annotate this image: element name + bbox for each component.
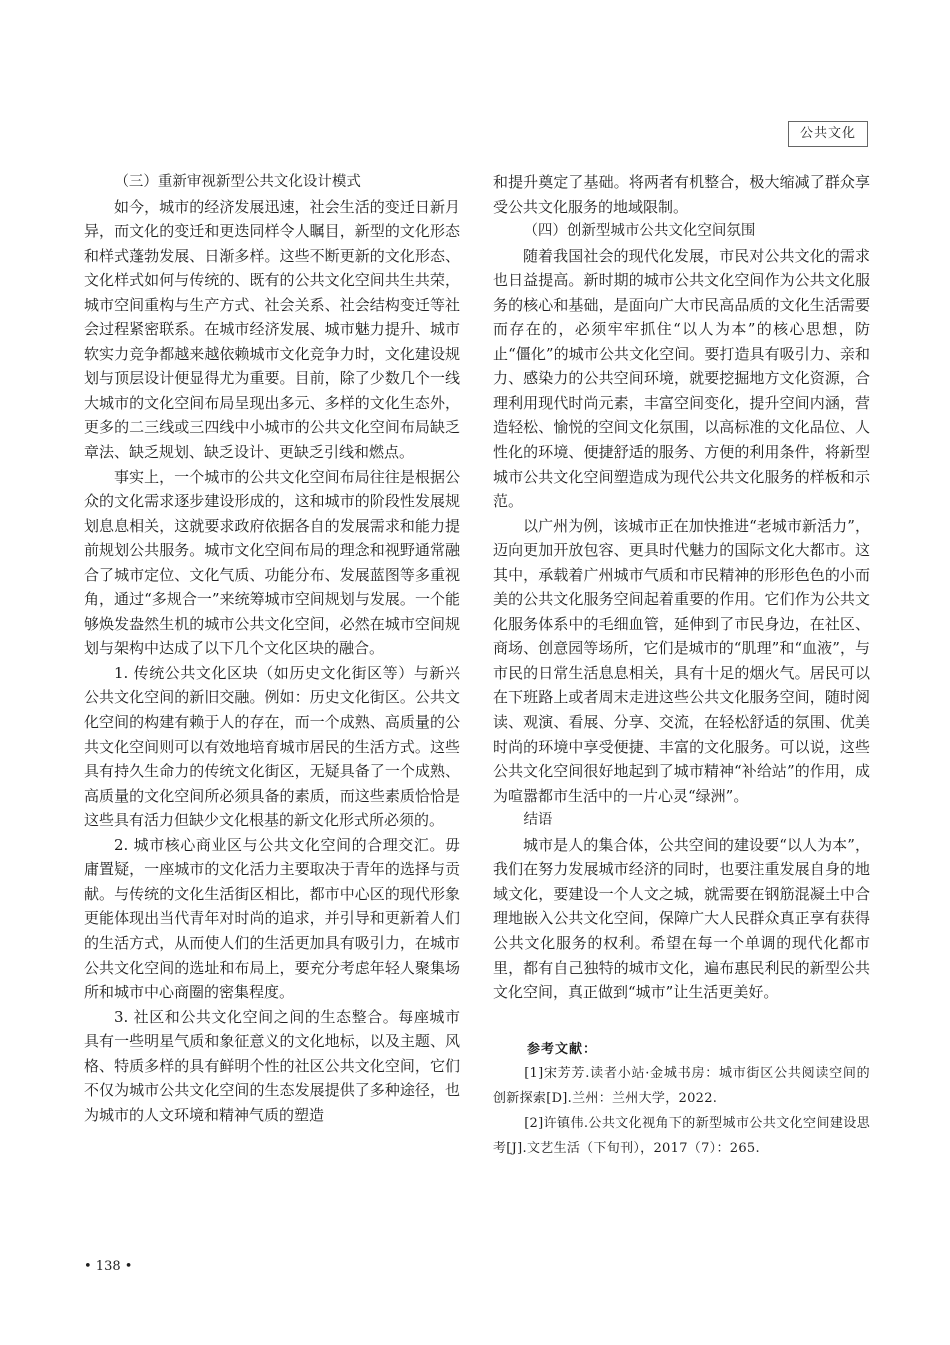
section-heading-4: （四）创新型城市公共文化空间氛围: [523, 223, 756, 240]
references-title: 参考文献：: [527, 1041, 598, 1057]
body-paragraph-continuation: 和提升奠定了基础。将两者有机整合，极大缩减了群众享受公共文化服务的地域限制。: [493, 173, 870, 216]
section-tag: 公共文化: [788, 121, 868, 147]
body-paragraph: 事实上，一个城市的公共文化空间布局往往是根据公众的文化需求逐步建设形成的，这和城市的阶段性发展规划息息相关，这就要求政府依据各自的发展需求和能力提前规划公共服务。城市文化空间布局的理念和视野通常融合了城市定位、文化气质、功能分布、发展蓝图等多重视角，通过“多规合一”来统筹城市空间规划与发展。一个能够焕发盎然生机的城市公共文化空间，必然在城市空间规划与架构中达成了以下几个文化区块的融合。: [84, 467, 460, 658]
body-paragraph: 2. 城市核心商业区与公共文化空间的合理交汇。毋庸置疑，一座城市的文化活力主要取决于青年的选择与贡献。与传统的文化生活街区相比，都市中心区的现代形象更能体现出当代青年对时尚的追求，并引导和更新着人们的生活方式，从而使人们的生活更加具有吸引力，在城市公共文化空间的选址和布局上，要充分考虑年轻人聚集场所和城市中心商圈的密集程度。: [84, 835, 460, 1002]
conclusion-paragraph: 城市是人的集合体，公共空间的建设要“以人为本”，我们在努力发展城市经济的同时，也要注重发展自身的地域文化，要建设一个人文之城，就需要在钢筋混凝土中合理地嵌入公共文化空间，保障广大人民群众真正享有获得公共文化服务的权利。希望在每一个单调的现代化都市里，都有自己独特的城市文化，遍布惠民利民的新型公共文化空间，真正做到“城市”让生活更美好。: [493, 835, 870, 1002]
body-paragraph: 3. 社区和公共文化空间之间的生态整合。每座城市具有一些明星气质和象征意义的文化地标，以及主题、风格、特质多样的具有鲜明个性的社区公共文化空间，它们不仅为城市公共文化空间的生态发展提供了多种途径，也为城市的人文环境和精神气质的塑造: [84, 1007, 460, 1124]
spacer: [493, 1005, 870, 1039]
body-paragraph: 随着我国社会的现代化发展，市民对公共文化的需求也日益提高。新时期的城市公共文化空间作为公共文化服务的核心和基础，是面向广大市民高品质的文化生活需要而存在的，必须牢牢抓住“以人为本”的核心思想，防止“僵化”的城市公共文化空间。要打造具有吸引力、亲和力、感染力的公共空间环境，就要挖掘地方文化资源，合理利用现代时尚元素，丰富空间变化，提升空间内涵，营造轻松、愉悦的空间文化氛围，以高标准的文化品位、人性化的环境、便捷舒适的服务、方便的利用条件，将新型城市公共文化空间塑造成为现代公共文化服务的样板和示范。: [493, 246, 870, 511]
body-paragraph: 以广州为例，该城市正在加快推进“老城市新活力”，迈向更加开放包容、更具时代魅力的国际文化大都市。这其中，承载着广州城市气质和市民精神的形形色色的小而美的公共文化服务空间起着重要的作用。它们作为公共文化服务体系中的毛细血管，延伸到了市民身边，在社区、商场、创意园等场所，它们是城市的“肌理”和“血液”，与市民的日常生活息息相关，具有十足的烟火气。居民可以在下班路上或者周末走进这些公共文化服务空间，随时阅读、观演、看展、分享、交流，在轻松舒适的氛围、优美时尚的环境中享受便捷、丰富的文化服务。可以说，这些公共文化空间很好地起到了城市精神“补给站”的作用，成为喧嚣都市生活中的一片心灵“绿洲”。: [493, 516, 870, 805]
section-heading-3: （三）重新审视新型公共文化设计模式: [114, 174, 361, 190]
reference-item: [2]许镇伟.公共文化视角下的新型城市公共文化空间建设思考[J].文艺生活（下旬刊），2017（7）：265.: [493, 1115, 870, 1156]
reference-item: [1]宋芳芳.读者小站·金城书房：城市街区公共阅读空间的创新探索[D].兰州：兰州大学，2022.: [493, 1065, 870, 1106]
page-number: • 138 •: [84, 1259, 133, 1274]
left-column: [84, 170, 460, 1127]
right-column: [493, 170, 870, 1161]
body-paragraph: 如今，城市的经济发展迅速，社会生活的变迁日新月异，而文化的变迁和更迭同样令人瞩目，新型的文化形态和样式蓬勃发展、日渐多样。这些不断更新的文化形态、文化样式如何与传统的、既有的公共文化空间共生共荣，城市空间重构与生产方式、社会关系、社会结构变迁等社会过程紧密联系。在城市经济发展、城市魅力提升、城市软实力竞争都越来越依赖城市文化竞争力时，文化建设规划与顶层设计便显得尤为重要。目前，除了少数几个一线大城市的文化空间布局呈现出多元、多样的文化生态外，更多的二三线或三四线中小城市的公共文化空间布局缺乏章法、缺乏规划、缺乏设计、更缺乏引线和燃点。: [84, 197, 460, 462]
body-paragraph: 1. 传统公共文化区块（如历史文化街区等）与新兴公共文化空间的新旧交融。例如：历史文化街区。公共文化空间的构建有赖于人的存在，而一个成熟、高质量的公共文化空间则可以有效地培育城市居民的生活方式。这些具有持久生命力的传统文化街区，无疑具备了一个成熟、高质量的文化空间所必须具备的素质，而这些素质恰恰是这些具有活力但缺少文化根基的新文化形式所必须的。: [84, 663, 460, 830]
conclusion-heading: 结语: [523, 812, 553, 829]
